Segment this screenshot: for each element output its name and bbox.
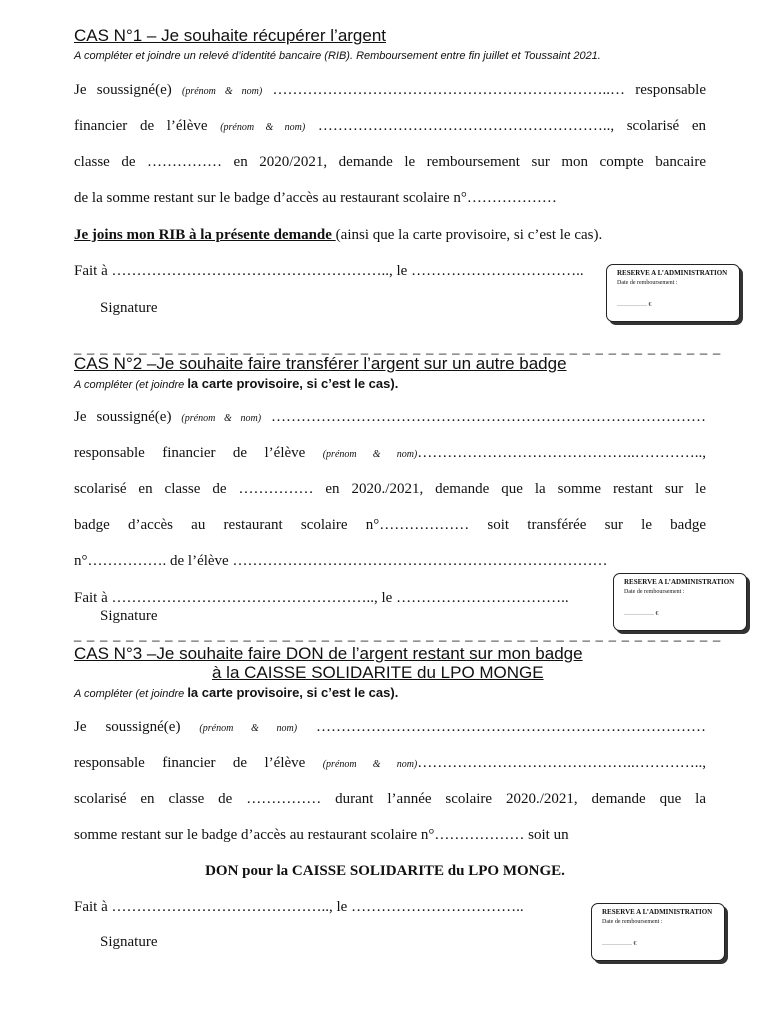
cas3-fait: Fait à …………………………………….., le …………………………….. [74, 899, 524, 915]
cas3-line-3: scolarisé en classe de …………… durant l’année scolaire 2020./2021, demande que la [74, 791, 706, 807]
admin-box-title: RESERVE A L’ADMINISTRATION [617, 269, 728, 277]
cas1-subtitle: A compléter et joindre un relevé d’identité bancaire (RIB). Remboursement entre fin juillet et Toussaint 2021. [74, 50, 601, 62]
cas2-line-2: responsable financier de l’élève (prénom & nom)……………………………………..………….., [74, 445, 706, 461]
cas1-title: CAS N°1 – Je souhaite récupérer l’argent [74, 26, 387, 45]
separator-2: _ _ _ _ _ _ _ _ _ _ _ _ _ _ _ _ _ _ _ _ _ _ _ _ _ _ _ _ _ _ _ _ _ _ _ _ _ _ _ _ _ _ _ _ _ _ _ _ _ _ [74, 627, 722, 642]
admin-box-date: Date de remboursement : [617, 280, 678, 286]
admin-box-amount: …………… € [617, 302, 652, 308]
cas1-line-5: Je joins mon RIB à la présente demande (ainsi que la carte provisoire, si c’est le cas). [74, 227, 603, 243]
cas3-don-heading: DON pour la CAISSE SOLIDARITE du LPO MONGE. [205, 863, 565, 879]
cas1-line-3: classe de …………… en 2020/2021, demande le remboursement sur mon compte bancaire [74, 154, 706, 170]
admin-box-amount: …………… € [624, 611, 659, 617]
cas3-line-1: Je soussigné(e) (prénom & nom) …………………………………………………………………… [74, 719, 707, 735]
admin-box-title: RESERVE A L’ADMINISTRATION [624, 578, 735, 586]
cas3-title-2: à la CAISSE SOLIDARITE du LPO MONGE [212, 663, 544, 682]
admin-box-2 [613, 573, 747, 631]
admin-box-amount: …………… € [602, 941, 637, 947]
cas2-title: CAS N°2 –Je souhaite faire transférer l’argent sur un autre badge [74, 354, 567, 373]
cas2-signature: Signature [100, 608, 158, 624]
cas2-subtitle: A compléter (et joindre la carte provisoire, si c’est le cas). [74, 376, 399, 391]
cas3-title-1: CAS N°3 –Je souhaite faire DON de l’argent restant sur mon badge [74, 644, 583, 663]
admin-box-date: Date de remboursement : [624, 589, 685, 595]
cas2-line-5: n°……………. de l’élève ………………………………………………………………… [74, 553, 608, 569]
cas2-line-4: badge d’accès au restaurant scolaire n°……………… soit transférée sur le badge [74, 517, 706, 533]
cas2-line-1: Je soussigné(e) (prénom & nom) …………………………………………………………………………… [74, 409, 707, 425]
admin-box-3 [591, 903, 725, 961]
cas1-fait: Fait à ……………………………………………….., le …………………………….. [74, 263, 584, 279]
cas1-line-4: de la somme restant sur le badge d’accès au restaurant scolaire n°……………… [74, 190, 557, 206]
cas1-signature: Signature [100, 300, 158, 316]
separator-1: _ _ _ _ _ _ _ _ _ _ _ _ _ _ _ _ _ _ _ _ _ _ _ _ _ _ _ _ _ _ _ _ _ _ _ _ _ _ _ _ _ _ _ _ _ _ _ _ _ _ [74, 340, 722, 355]
cas1-line-2: financier de l’élève (prénom & nom) ………………………………………………….., scolarisé en [74, 118, 706, 134]
cas2-fait: Fait à …………………………………………….., le …………………………….. [74, 590, 569, 606]
cas1-line-1: Je soussigné(e) (prénom & nom) …………………………………………………………..… responsable [74, 82, 707, 98]
admin-box-title: RESERVE A L’ADMINISTRATION [602, 908, 713, 916]
admin-box-1 [606, 264, 740, 322]
cas2-line-3: scolarisé en classe de …………… en 2020./2021, demande que la somme restant sur le [74, 481, 706, 497]
admin-box-date: Date de remboursement : [602, 919, 663, 925]
cas3-line-2: responsable financier de l’élève (prénom & nom)……………………………………..………….., [74, 755, 706, 771]
cas3-line-4: somme restant sur le badge d’accès au restaurant scolaire n°……………… soit un [74, 827, 569, 843]
cas3-subtitle: A compléter (et joindre la carte provisoire, si c’est le cas). [74, 685, 399, 700]
cas3-signature: Signature [100, 934, 158, 950]
